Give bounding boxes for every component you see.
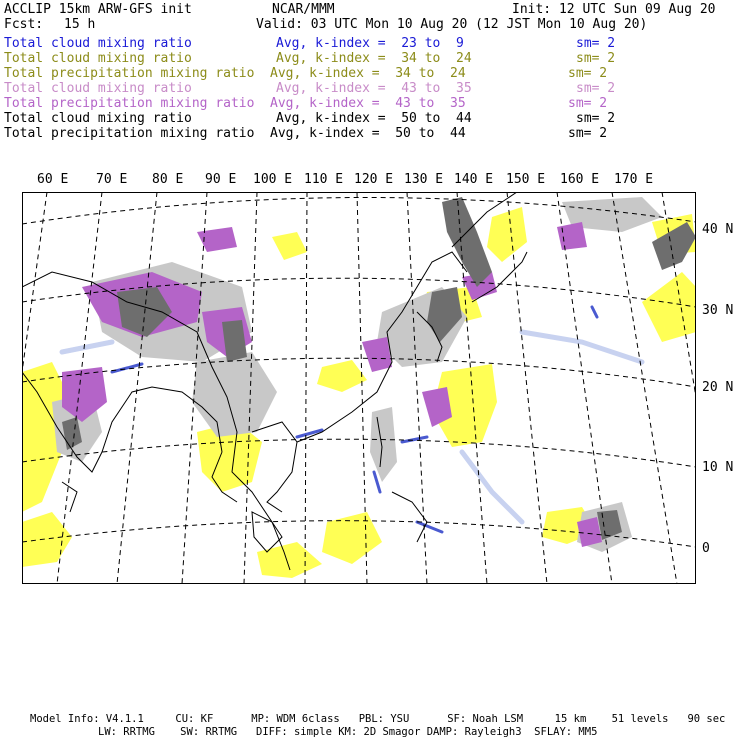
legend-avg-0: Avg, k-index = 23 to 9 [276,36,464,51]
lon-label-80e: 80 E [152,172,184,187]
footer-model-info: Model Info: V4.1.1 CU: KF MP: WDM 6class PBL: YSU SF: Noah LSM 15 km 51 levels 90 sec [30,713,726,725]
lat-label-10n: 10 N [702,460,734,475]
legend-avg-3: Avg, k-index = 43 to 35 [276,81,472,96]
lon-label-100e: 100 E [253,172,293,187]
legend-sm-6: sm= 2 [568,126,608,141]
org-label: NCAR/MMM [272,2,335,17]
legend-name-0: Total cloud mixing ratio [4,36,192,51]
lon-label-60e: 60 E [37,172,69,187]
lon-label-90e: 90 E [205,172,237,187]
legend-sm-0: sm= 2 [576,36,616,51]
legend-name-2: Total precipitation mixing ratio [4,66,255,81]
lon-label-160e: 160 E [560,172,600,187]
legend-avg-5: Avg, k-index = 50 to 44 [276,111,472,126]
fcst-value: 15 h [64,17,96,32]
lon-label-130e: 130 E [404,172,444,187]
fcst-label: Fcst: [4,17,44,32]
valid-time: Valid: 03 UTC Mon 10 Aug 20 (12 JST Mon 10 Aug 20) [256,17,648,32]
init-time: Init: 12 UTC Sun 09 Aug 20 [512,2,716,17]
lon-label-140e: 140 E [454,172,494,187]
legend-sm-2: sm= 2 [568,66,608,81]
lat-label-20n: 20 N [702,380,734,395]
lat-label-0: 0 [702,541,710,556]
legend-sm-1: sm= 2 [576,51,616,66]
footer-physics-info: LW: RRTMG SW: RRTMG DIFF: simple KM: 2D Smagor DAMP: Rayleigh3 SFLAY: MM5 [98,726,598,738]
model-title: ACCLIP 15km ARW-GFS init [4,2,192,17]
lon-label-70e: 70 E [96,172,128,187]
lat-label-40n: 40 N [702,222,734,237]
legend-sm-4: sm= 2 [568,96,608,111]
legend-avg-6: Avg, k-index = 50 to 44 [270,126,466,141]
lon-label-150e: 150 E [506,172,546,187]
lon-label-170e: 170 E [614,172,654,187]
legend-avg-4: Avg, k-index = 43 to 35 [270,96,466,111]
legend-avg-1: Avg, k-index = 34 to 24 [276,51,472,66]
legend-name-5: Total cloud mixing ratio [4,111,192,126]
map-panel [22,192,696,584]
legend-avg-2: Avg, k-index = 34 to 24 [270,66,466,81]
lat-label-30n: 30 N [702,303,734,318]
legend-sm-5: sm= 2 [576,111,616,126]
legend-name-1: Total cloud mixing ratio [4,51,192,66]
legend-name-4: Total precipitation mixing ratio [4,96,255,111]
lon-label-110e: 110 E [304,172,344,187]
legend-name-3: Total cloud mixing ratio [4,81,192,96]
lon-label-120e: 120 E [354,172,394,187]
legend-sm-3: sm= 2 [576,81,616,96]
legend-name-6: Total precipitation mixing ratio [4,126,255,141]
